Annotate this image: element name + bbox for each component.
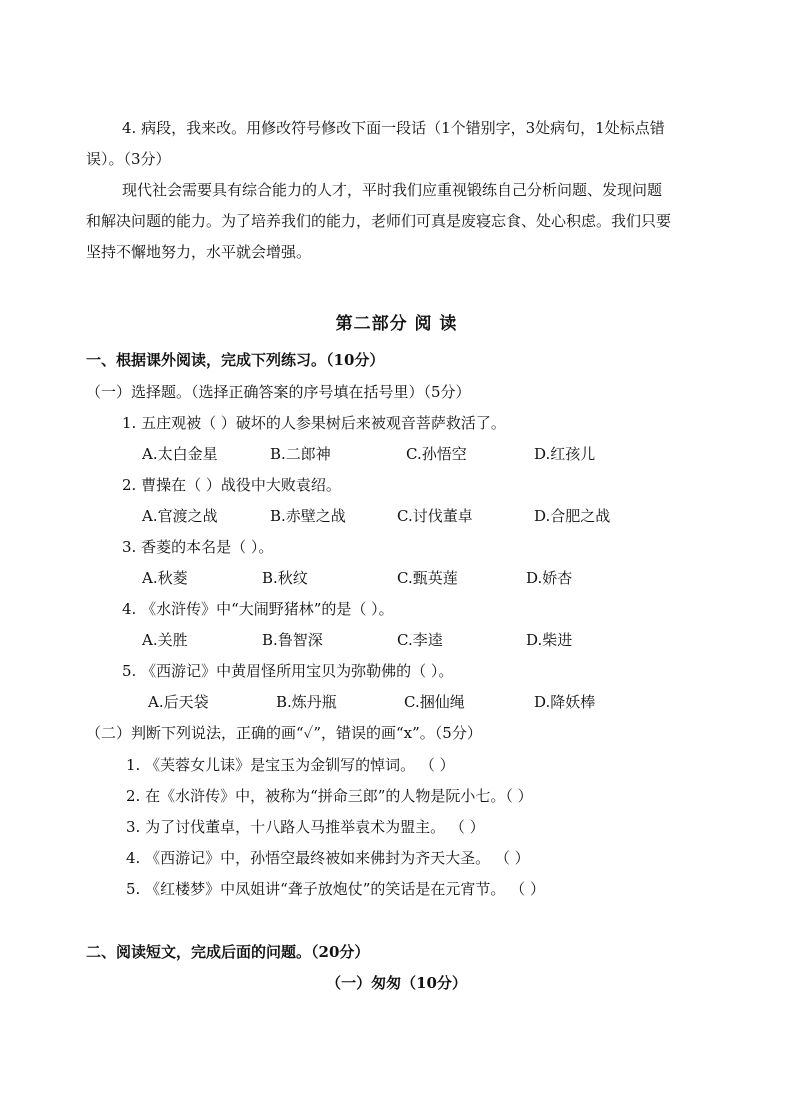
option-a: A.秋菱 [142,569,188,587]
q4-paragraph-line3: 坚持不懈地努力，水平就会增强。 [86,243,312,261]
q4-paragraph-line1: 现代社会需要具有综合能力的人才，平时我们应重视锻练自己分析问题、发现问题 [122,181,663,199]
option-d: D.柴进 [526,631,573,649]
q4-instruction-line2: 误）。（3分） [86,150,171,168]
question-stem: 3. 香菱的本名是（ ）。 [122,538,274,556]
option-c: C.捆仙绳 [404,693,465,711]
judgment-item-4: 4. 《西游记》中，孙悟空最终被如来佛封为齐天大圣。 （ ） [126,849,530,867]
section1-heading: 一、根据课外阅读，完成下列练习。（10分） [86,351,385,369]
option-a: A.关胜 [142,631,188,649]
option-b: B.二郎神 [270,445,331,463]
option-d: D.降妖棒 [534,693,596,711]
question-stem: 5. 《西游记》中黄眉怪所用宝贝为弥勒佛的（ ）。 [122,662,454,680]
judgment-item-3: 3. 为了讨伐董卓，十八路人马推举袁术为盟主。 （ ） [126,818,485,836]
q4-paragraph-line2: 和解决问题的能力。为了培养我们的能力，老师们可真是废寝忘食、处心积虑。我们只要 [86,212,672,230]
option-b: B.鲁智深 [262,631,323,649]
question-stem: 2. 曹操在（ ）战役中大败袁绍。 [122,476,341,494]
option-d: D.红孩儿 [534,445,596,463]
option-a: A.官渡之战 [142,507,218,525]
option-c: C.甄英莲 [397,569,458,587]
option-d: D.娇杏 [526,569,573,587]
part2-title: 第二部分 阅 读 [335,314,458,334]
option-c: C.讨伐董卓 [397,507,473,525]
option-d: D.合肥之战 [534,507,611,525]
option-c: C.孙悟空 [406,445,467,463]
question-stem: 1. 五庄观被（ ）破坏的人参果树后来被观音菩萨救活了。 [122,414,506,432]
option-a: A.太白金星 [142,445,218,463]
judgment-item-2: 2. 在《水浒传》中，被称为“拼命三郎”的人物是阮小七。（ ） [126,787,533,805]
judgment-item-1: 1. 《芙蓉女儿诔》是宝玉为金钏写的悼词。 （ ） [126,756,455,774]
option-a: A.后天袋 [148,693,209,711]
option-b: B.炼丹瓶 [276,693,337,711]
q4-instruction-line1: 4. 病段，我来改。用修改符号修改下面一段话（1个错别字，3处病句，1处标点错 [122,119,665,137]
judgment-item-5: 5. 《红楼梦》中凤姐讲“聋子放炮仗”的笑话是在元宵节。 （ ） [126,880,545,898]
section2-heading: 二、阅读短文，完成后面的问题。（20分） [86,943,370,961]
judge-heading: （二）判断下列说法，正确的画“✓”，错误的画“x”。（5分） [86,724,482,742]
choice-heading: （一）选择题。（选择正确答案的序号填在括号里）（5分） [86,383,471,401]
section2-sub-heading: （一）匆匆（10分） [326,974,467,992]
question-stem: 4. 《水浒传》中“大闹野猪林”的是（ ）。 [122,600,394,618]
option-c: C.李逵 [397,631,443,649]
option-b: B.赤壁之战 [270,507,346,525]
option-b: B.秋纹 [262,569,308,587]
